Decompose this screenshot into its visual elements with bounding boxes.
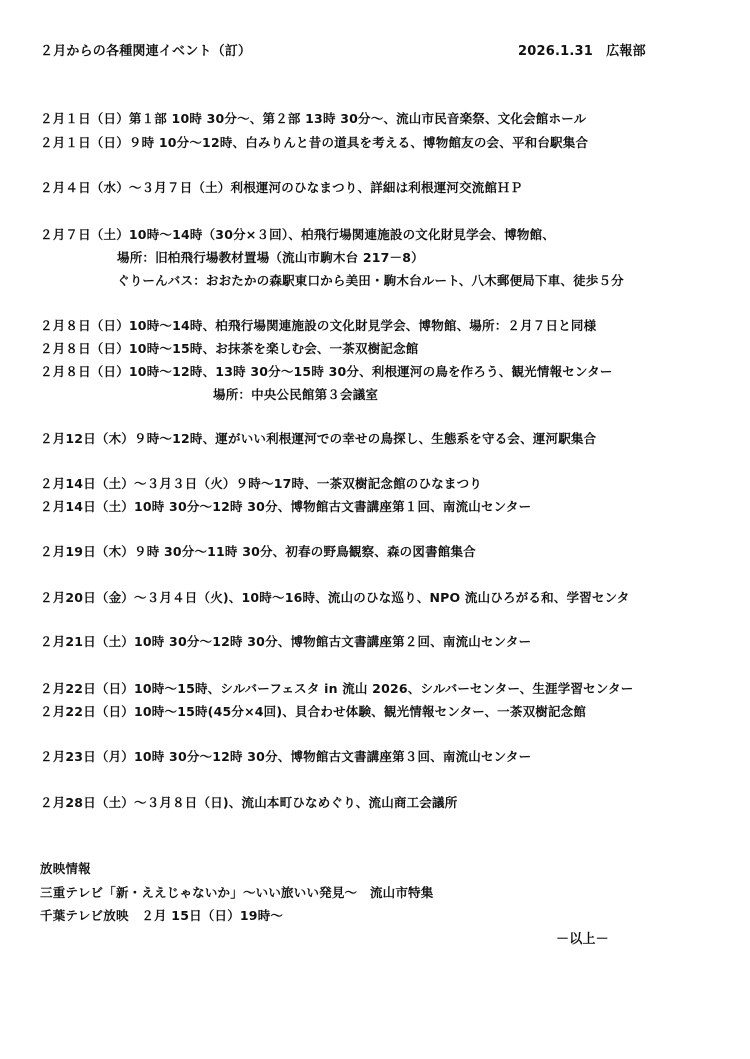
- event-detail-line: ぐりーんバス：おおたかの森駅東口から美田・駒木台ルート、八木郵便局下車、徒歩５分: [117, 273, 624, 288]
- event-line: ２月７日（土）10時～14時（30分×３回）、柏飛行場関連施設の文化財見学会、博物館、: [40, 227, 556, 242]
- event-line: ２月19日（木）９時 30分～11時 30分、初春の野鳥観察、森の図書館集合: [40, 544, 476, 559]
- event-line: ２月12日（木）９時～12時、運がいい利根運河での幸せの鳥探し、生態系を守る会、運河駅集合: [40, 431, 597, 446]
- event-line: ２月１日（日）９時 10分～12時、白みりんと昔の道具を考える、博物館友の会、平和台駅集合: [40, 135, 589, 150]
- closing-mark: －以上－: [556, 932, 609, 947]
- broadcast-line: 三重テレビ「新・ええじゃないか」～いい旅いい発見～ 流山市特集: [40, 885, 434, 900]
- event-line: ２月22日（日）10時～15時、シルバーフェスタ in 流山 2026、シルバーセンター、生涯学習センター: [40, 681, 634, 696]
- event-line: ２月８日（日）10時～14時、柏飛行場関連施設の文化財見学会、博物館、場所：２月７日と同様: [40, 318, 597, 333]
- event-line: ２月４日（水）～３月７日（土）利根運河のひなまつり、詳細は利根運河交流館ＨＰ: [40, 180, 523, 195]
- event-detail-line: 場所：旧柏飛行場教材置場（流山市駒木台 217－8）: [117, 250, 424, 265]
- event-line: ２月23日（月）10時 30分～12時 30分、博物館古文書講座第３回、南流山センター: [40, 749, 532, 764]
- broadcast-line: 千葉テレビ放映 ２月 15日（日）19時～: [40, 908, 284, 923]
- date-and-department: 2026.1.31 広報部: [518, 44, 646, 59]
- event-line: ２月28日（土）～３月８日（日)、流山本町ひなめぐり、流山商工会議所: [40, 795, 458, 810]
- event-line: ２月14日（土）～３月３日（火）９時～17時、一茶双樹記念館のひなまつり: [40, 476, 482, 491]
- event-detail-line: 場所：中央公民館第３会議室: [213, 387, 379, 402]
- document-title: ２月からの各種関連イベント（訂）: [40, 44, 252, 59]
- event-line: ２月22日（日）10時～15時(45分×4回)、貝合わせ体験、観光情報センター、一茶双樹記念館: [40, 704, 587, 719]
- event-line: ２月21日（土）10時 30分～12時 30分、博物館古文書講座第２回、南流山センター: [40, 634, 532, 649]
- event-line: ２月20日（金）～３月４日（火)、10時～16時、流山のひな巡り、NPO 流山ひろがる和、学習センタ: [40, 590, 630, 605]
- broadcast-heading: 放映情報: [40, 861, 91, 876]
- event-line: ２月８日（日）10時～15時、お抹茶を楽しむ会、一茶双樹記念館: [40, 341, 419, 356]
- event-line: ２月14日（土）10時 30分～12時 30分、博物館古文書講座第１回、南流山センター: [40, 499, 532, 514]
- event-line: ２月１日（日）第１部 10時 30分～、第２部 13時 30分～、流山市民音楽祭、文化会館ホール: [40, 111, 587, 126]
- event-line: ２月８日（日）10時～12時、13時 30分～15時 30分、利根運河の鳥を作ろう、観光情報センター: [40, 364, 613, 379]
